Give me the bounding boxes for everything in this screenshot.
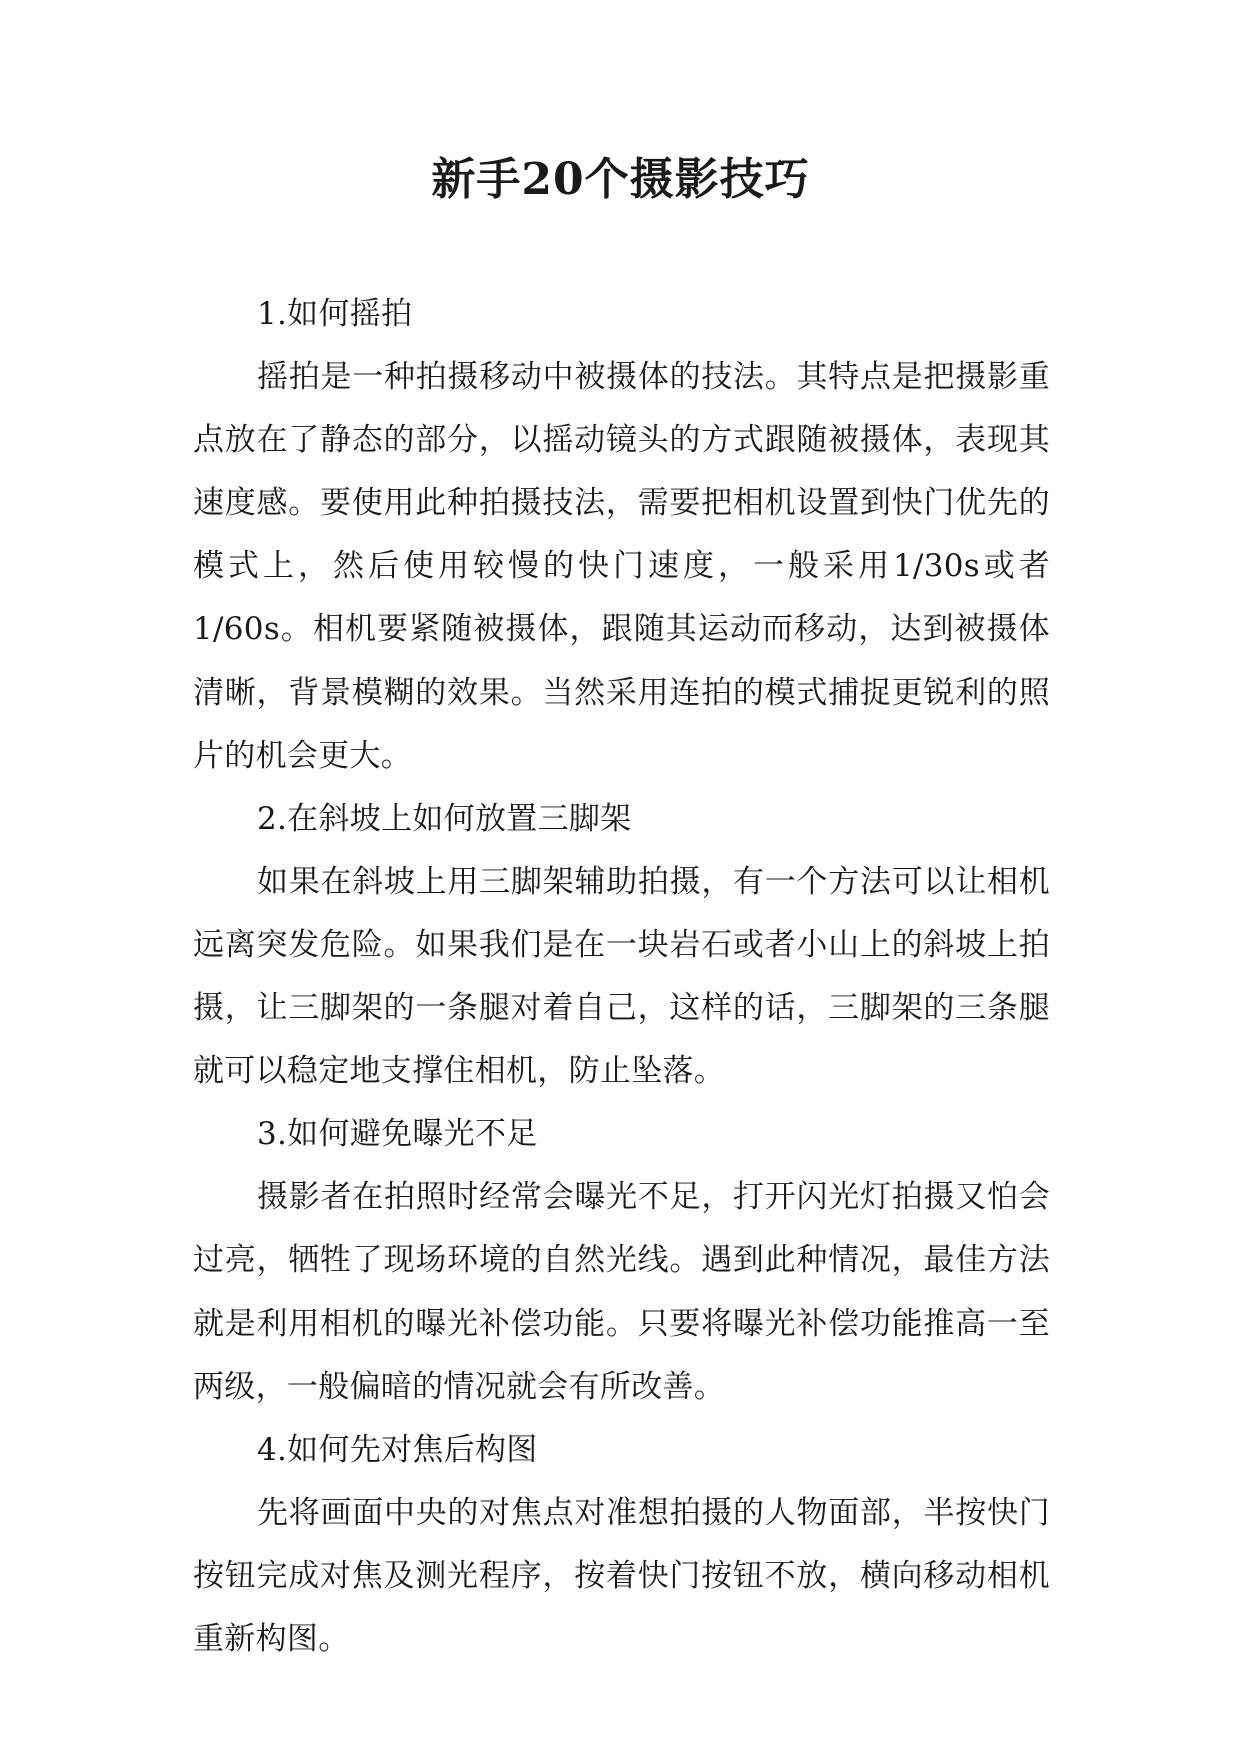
document-title: 新手20个摄影技巧: [431, 154, 810, 205]
section-heading: 1.如何摇拍: [257, 296, 413, 332]
section-paragraph: 摇拍是一种拍摄移动中被摄体的技法。其特点是把摄影重点放在了静态的部分，以摇动镜头的方式跟随被摄体，表现其速度感。要使用此种拍摄技法，需要把相机设置到快门优先的模式上，然后使用较慢的快门速度，一般采用1/30s或者1/60s。相机要紧随被摄体，跟随其运动而移动，达到被摄体清晰，背景模糊的效果。当然采用连拍的模式捕捉更锐利的照片的机会更大。: [193, 359, 1050, 774]
section-heading: 2.在斜坡上如何放置三脚架: [257, 800, 632, 837]
section-heading: 4.如何先对焦后构图: [257, 1431, 538, 1468]
section-paragraph: 先将画面中央的对焦点对准想拍摄的人物面部，半按快门按钮完成对焦及测光程序，按着快门按钮不放，横向移动相机重新构图。: [193, 1494, 1050, 1657]
section-paragraph: 摄影者在拍照时经常会曝光不足，打开闪光灯拍摄又怕会过亮，牺牲了现场环境的自然光线。遇到此种情况，最佳方法就是利用相机的曝光补偿功能。只要将曝光补偿功能推高一至两级，一般偏暗的情况就会有所改善。: [193, 1179, 1050, 1405]
document-body: [193, 283, 1050, 1671]
section-heading: 3.如何避免曝光不足: [257, 1116, 538, 1153]
section-paragraph: 如果在斜坡上用三脚架辅助拍摄，有一个方法可以让相机远离突发危险。如果我们是在一块岩石或者小山上的斜坡上拍摄，让三脚架的一条腿对着自己，这样的话，三脚架的三条腿就可以稳定地支撑住相机，防止坠落。: [193, 863, 1050, 1090]
